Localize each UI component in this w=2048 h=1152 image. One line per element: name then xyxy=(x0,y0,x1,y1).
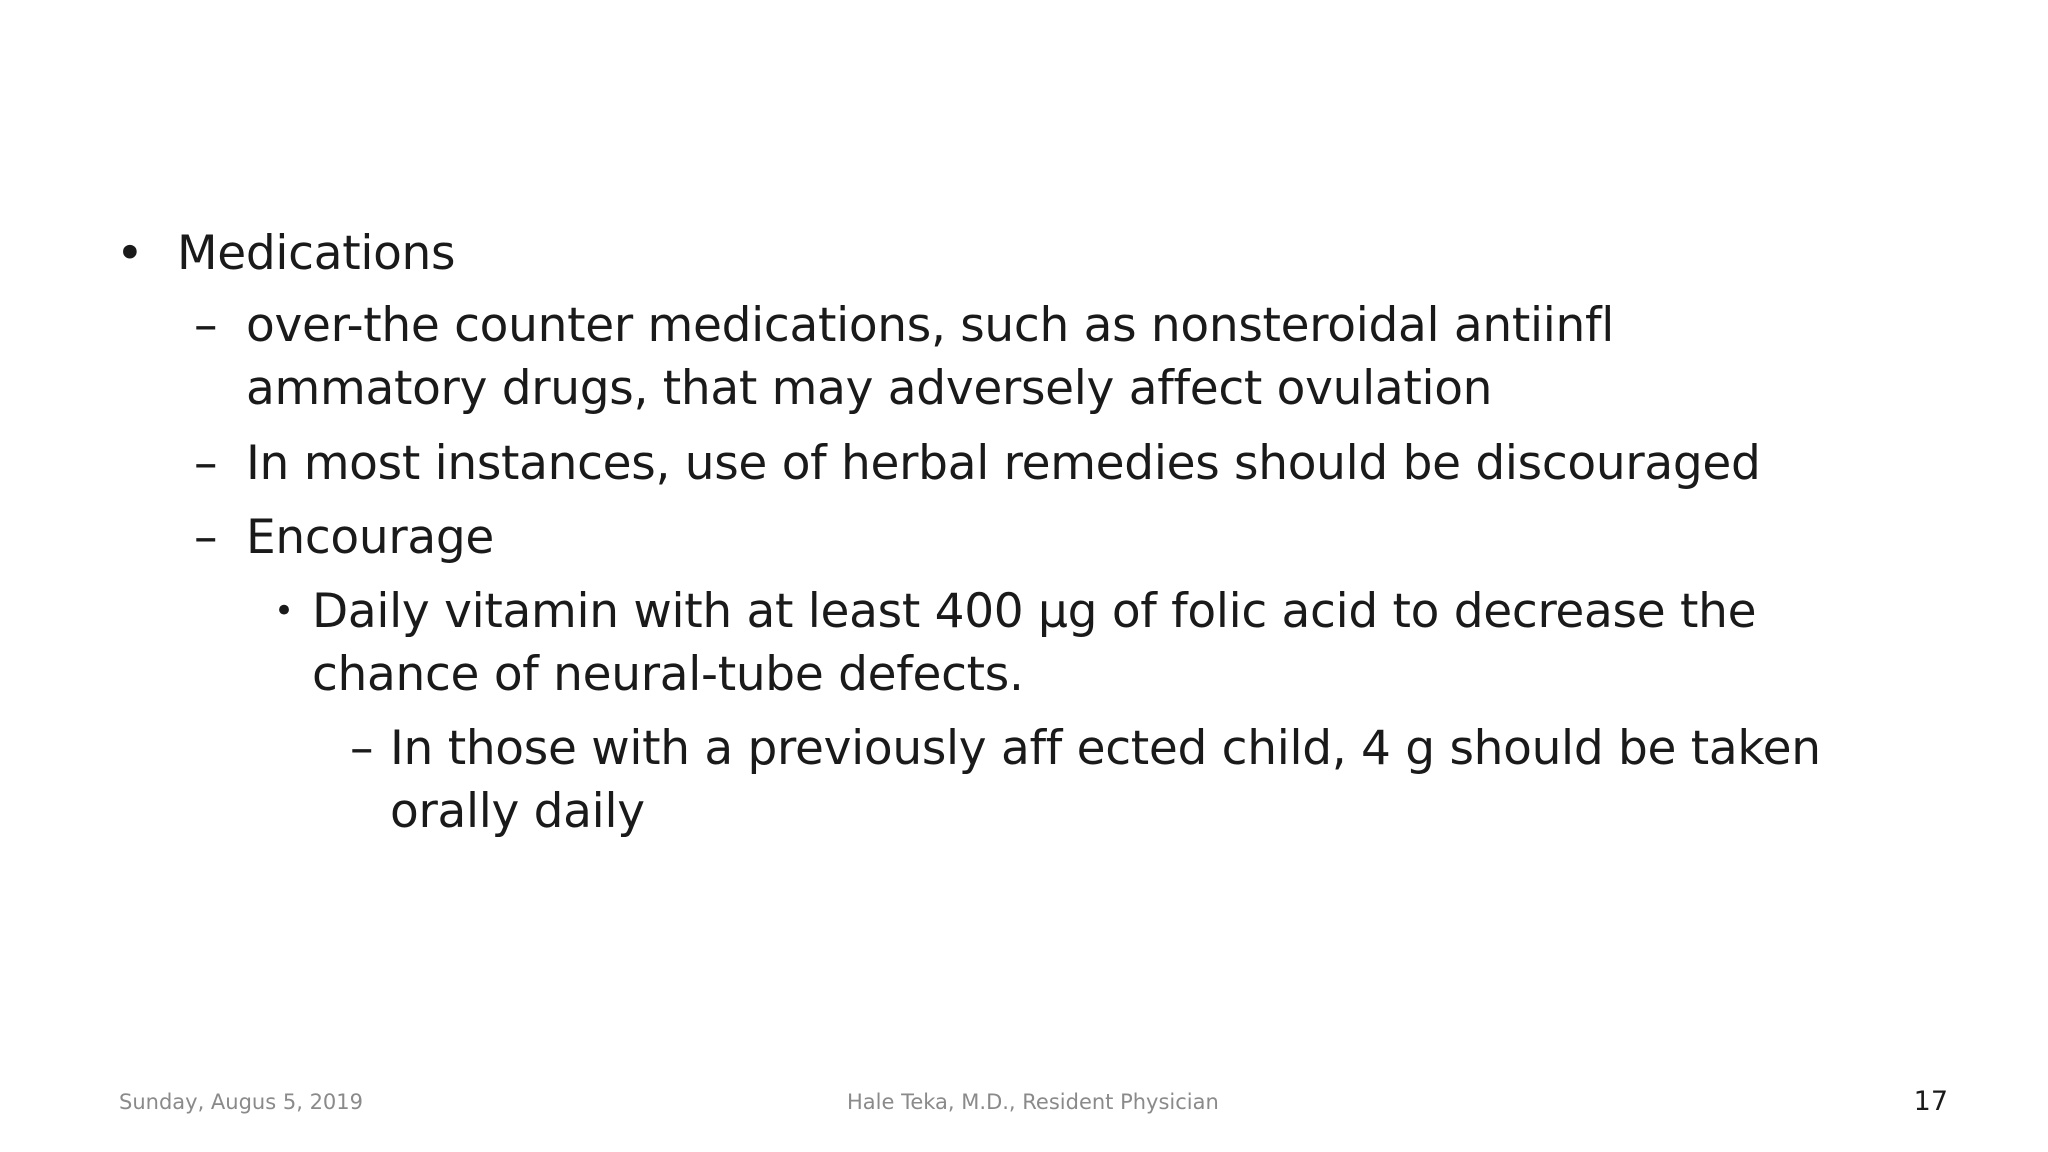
footer-date: Sunday, Augus 5, 2019 xyxy=(119,1090,364,1114)
bullet-marker: • xyxy=(116,226,144,281)
daily-vitamin-line-2: chance of neural-tube defects. xyxy=(312,647,1024,702)
dash-marker: – xyxy=(194,436,218,491)
otc-medications-line-1: over-the counter medications, such as nonsteroidal antiinfl xyxy=(246,298,1615,353)
dash-marker: – xyxy=(194,510,218,565)
herbal-remedies-line: In most instances, use of herbal remedies should be discouraged xyxy=(246,436,1761,491)
dash-marker: – xyxy=(194,298,218,353)
otc-medications-line-2: ammatory drugs, that may adversely affect ovulation xyxy=(246,361,1493,416)
bullet-marker: • xyxy=(274,591,295,631)
footer-presenter: Hale Teka, M.D., Resident Physician xyxy=(847,1090,1219,1114)
affected-child-line-2: orally daily xyxy=(390,784,645,839)
dash-marker: – xyxy=(350,721,374,776)
page-number: 17 xyxy=(1913,1086,1948,1117)
bullet-medications: Medications xyxy=(177,226,456,281)
encourage-line: Encourage xyxy=(246,510,495,565)
affected-child-line-1: In those with a previously aff ected child, 4 g should be taken xyxy=(390,721,1821,776)
daily-vitamin-line-1: Daily vitamin with at least 400 μg of folic acid to decrease the xyxy=(312,584,1757,639)
